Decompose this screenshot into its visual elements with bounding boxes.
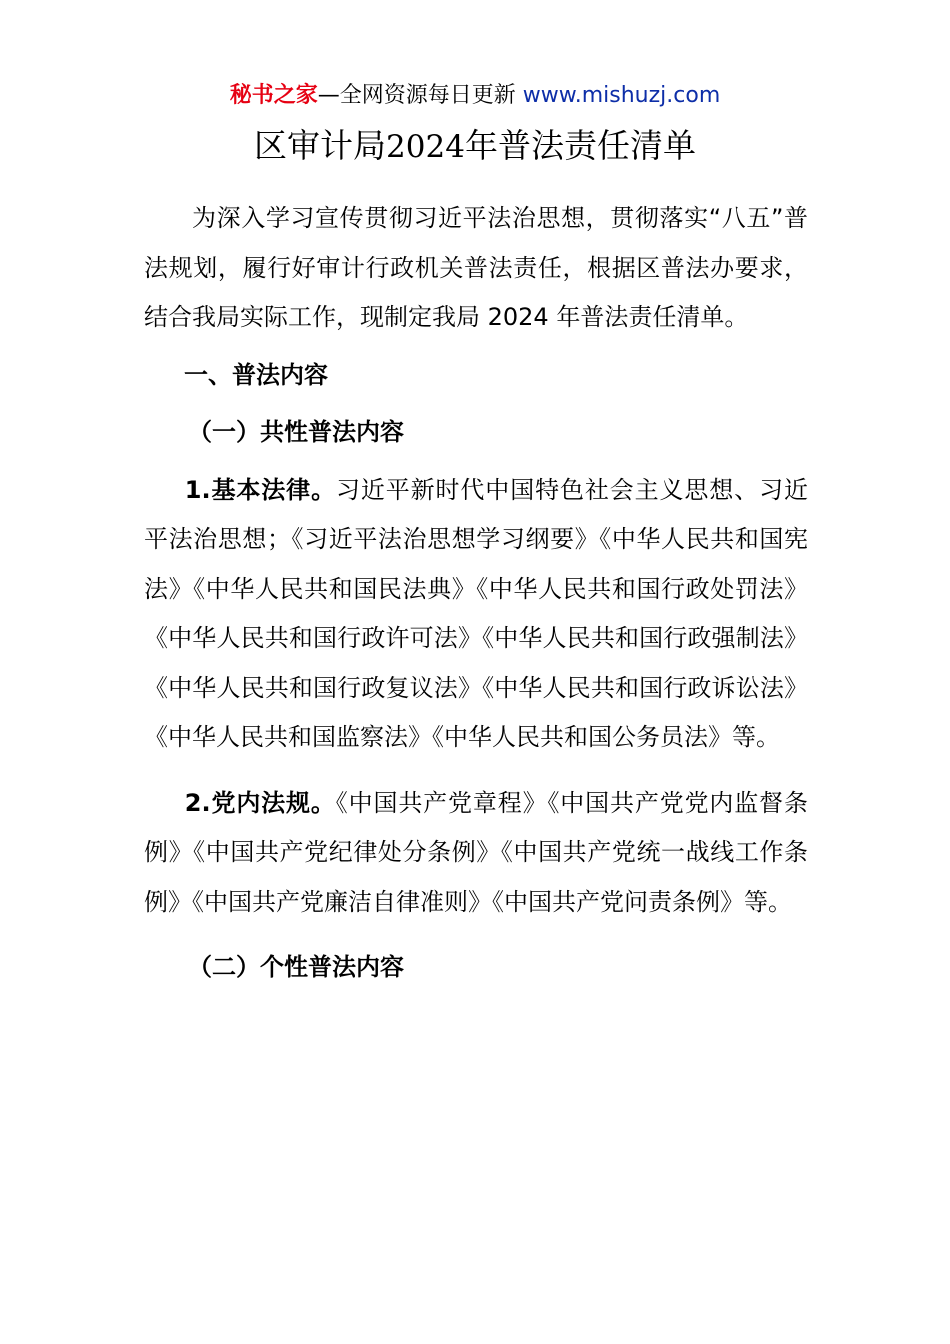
document-body: [144, 194, 808, 993]
site-url-link[interactable]: www.mishuzj.com: [515, 83, 721, 108]
subsection-heading-common: （一）共性普法内容: [188, 418, 404, 446]
item-basic-laws: [144, 466, 808, 763]
header-tagline: —全网资源每日更新: [317, 83, 516, 108]
item-party-regulations-text: 《中国共产党章程》《中国共产党党内监督条例》《中国共产党纪律处分条例》《中国共产党统一战线工作条例》《中国共产党廉洁自律准则》《中国共产党问责条例》等。: [144, 788, 808, 916]
item-basic-laws-lead: 1.基本法律。: [184, 475, 336, 504]
item-basic-laws-text: 习近平新时代中国特色社会主义思想、习近平法治思想；《习近平法治思想学习纲要》《中华人民共和国宪法》《中华人民共和国民法典》《中华人民共和国行政处罚法》《中华人民共和国行政许可法》《中华人民共和国行政强制法》《中华人民共和国行政复议法》《中华人民共和国行政诉讼法》《中华人民共和国监察法》《中华人民共和国公务员法》等。: [144, 475, 808, 751]
subsection-heading-individual: （二）个性普法内容: [188, 953, 404, 981]
brand-name: 秘书之家: [229, 83, 318, 108]
section-heading-content: 一、普法内容: [184, 360, 328, 389]
intro-paragraph: 为深入学习宣传贯彻习近平法治思想，贯彻落实“八五”普法规划，履行好审计行政机关普法责任，根据区普法办要求，结合我局实际工作，现制定我局 2024 年普法责任清单。: [144, 204, 808, 331]
title-year: 2024: [386, 129, 465, 165]
item-party-regulations-lead: 2.党内法规。: [184, 788, 336, 817]
document-title: [0, 122, 950, 171]
item-party-regulations: [144, 779, 808, 928]
title-prefix: 区审计局: [254, 126, 387, 165]
site-header: [0, 80, 950, 112]
title-suffix: 年普法责任清单: [464, 126, 696, 165]
